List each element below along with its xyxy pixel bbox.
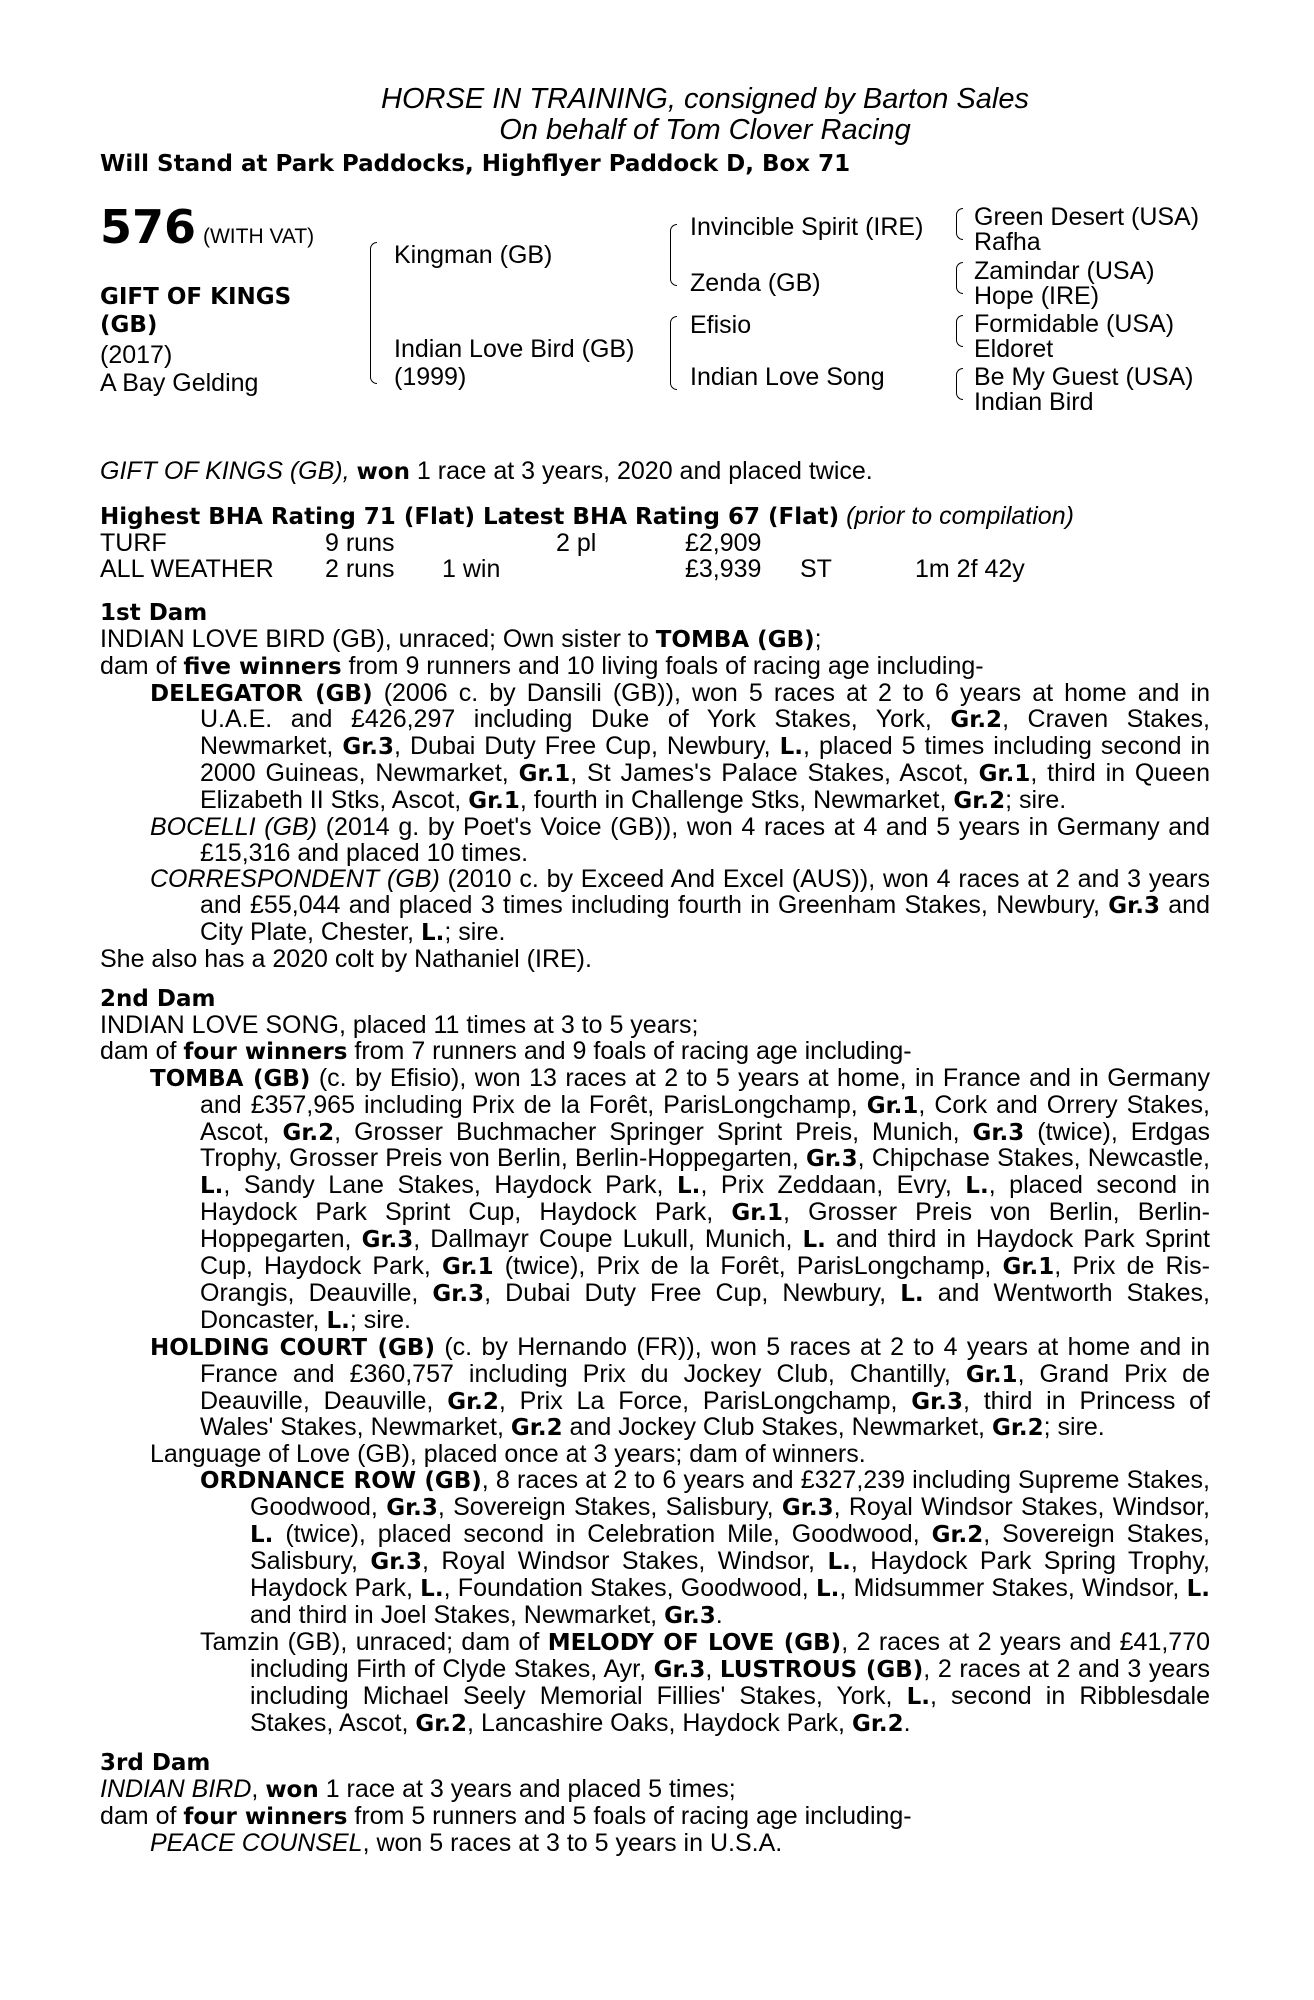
progeny-ordnance-row: ORDNANCE ROW (GB), 8 races at 2 to 6 years and £327,239 including Supreme Stakes, Goodwood, Gr.3, Sovereign Stakes, Salisbury, Gr.3, Royal Windsor Stakes, Windsor, L. (twice), placed second in Celebration Mile, Goodwood, Gr.2, Sovereign Stakes, Salisbury, Gr.3, Royal Windsor Stakes, Windsor, L., Haydock Park Spring Trophy, Haydock Park, L., Foundation Stakes, Goodwood, L., Midsummer Stakes, Windsor, L. and third in Joel Stakes, Newmarket, Gr.3.: [200, 1466, 1211, 1629]
gen3-5: Formidable (USA): [974, 310, 1175, 338]
dam-dam: Indian Love Song: [690, 363, 885, 391]
brace-sire: [670, 224, 677, 286]
dam-sire: Efisio: [690, 311, 752, 339]
form-stats: TURF 9 runs 2 pl £2,909 ALL WEATHER 2 runs 1 win £3,939 ST 1m 2f 42y: [100, 528, 1025, 583]
sire: Kingman (GB): [394, 241, 553, 269]
dam-year: (1999): [394, 363, 467, 391]
brace-ss: [956, 208, 963, 240]
dam2-title: 2nd Dam: [100, 985, 216, 1012]
progeny-tamzin: Tamzin (GB), unraced; dam of MELODY OF LOVE (GB), 2 races at 2 years and £41,770 including Firth of Clyde Stakes, Ayr, Gr.3, LUSTROUS (GB), 2 races at 2 and 3 years including Michael Seely Memorial Fillies' Stakes, York, L., second in Ribblesdale Stakes, Ascot, Gr.2, Lancashire Oaks, Haydock Park, Gr.2.: [200, 1627, 1211, 1737]
gen3-2: Rafha: [974, 228, 1041, 256]
progeny-holding-court: HOLDING COURT (GB) (c. by Hernando (FR)), won 5 races at 2 to 4 years at home and in France and £360,757 including Prix du Jockey Club, Chantilly, Gr.1, Grand Prix de Deauville, Deauville, Gr.2, Prix La Force, ParisLongchamp, Gr.3, third in Princess of Wales' Stakes, Newmarket, Gr.2 and Jockey Club Stakes, Newmarket, Gr.2; sire.: [150, 1332, 1211, 1442]
rating-line: Highest BHA Rating 71 (Flat) Latest BHA Rating 67 (Flat) (prior to compilation): [100, 501, 1074, 530]
lot-number: 576: [100, 200, 197, 254]
gen3-7: Be My Guest (USA): [974, 363, 1194, 391]
brace-gen1: [370, 242, 377, 384]
header-behalf: On behalf of Tom Clover Racing: [499, 114, 911, 146]
brace-dam: [670, 316, 677, 390]
gen3-3: Zamindar (USA): [974, 257, 1155, 285]
dam1-title: 1st Dam: [100, 599, 208, 626]
gen3-4: Hope (IRE): [974, 282, 1100, 310]
dam3-line2: dam of four winners from 5 runners and 5 foals of racing age including-: [100, 1802, 912, 1831]
gen3-6: Eldoret: [974, 335, 1054, 363]
dam1-line1: INDIAN LOVE BIRD (GB), unraced; Own sister to TOMBA (GB);: [100, 624, 822, 653]
horse-country: (GB): [100, 312, 158, 338]
progeny-correspondent: CORRESPONDENT (GB) (2010 c. by Exceed And Excel (AUS)), won 4 races at 2 and 3 years and £55,044 and placed 3 times including fourth in Greenham Stakes, Newbury, Gr.3 and City Plate, Chester, L.; sire.: [150, 865, 1210, 946]
header-stand: Will Stand at Park Paddocks, Highflyer Paddock D, Box 71: [100, 151, 851, 177]
dam2-line2: dam of four winners from 7 runners and 9 foals of racing age including-: [100, 1036, 912, 1065]
sire-dam: Zenda (GB): [690, 269, 821, 297]
dam1-also: She also has a 2020 colt by Nathaniel (IRE).: [100, 944, 592, 973]
race-summary: GIFT OF KINGS (GB), won 1 race at 3 years, 2020 and placed twice.: [100, 457, 873, 485]
horse-description: A Bay Gelding: [100, 369, 259, 397]
header-consignor: HORSE IN TRAINING, consigned by Barton Sales: [381, 83, 1029, 115]
horse-name: GIFT OF KINGS: [100, 284, 292, 310]
horse-year: (2017): [100, 341, 173, 369]
gen3-1: Green Desert (USA): [974, 203, 1200, 231]
brace-dd: [956, 368, 963, 400]
progeny-delegator: DELEGATOR (GB) (2006 c. by Dansili (GB)), won 5 races at 2 to 6 years at home and in U.A.E. and £426,297 including Duke of York Stakes, York, Gr.2, Craven Stakes, Newmarket, Gr.3, Dubai Duty Free Cup, Newbury, L., placed 5 times including second in 2000 Guineas, Newmarket, Gr.1, St James's Palace Stakes, Ascot, Gr.1, third in Queen Elizabeth II Stks, Ascot, Gr.1, fourth in Challenge Stks, Newmarket, Gr.2; sire.: [150, 678, 1210, 815]
dam2-line1: INDIAN LOVE SONG, placed 11 times at 3 to 5 years;: [100, 1010, 699, 1039]
dam3-line1: INDIAN BIRD, won 1 race at 3 years and placed 5 times;: [100, 1775, 736, 1804]
dam3-title: 3rd Dam: [100, 1750, 211, 1777]
gen3-8: Indian Bird: [974, 388, 1094, 416]
progeny-bocelli: BOCELLI (GB) (2014 g. by Poet's Voice (GB)), won 4 races at 4 and 5 years in Germany and £15,316 and placed 10 times.: [150, 813, 1210, 868]
dam1-line2: dam of five winners from 9 runners and 10 living foals of racing age including-: [100, 651, 984, 680]
progeny-tomba: TOMBA (GB) (c. by Efisio), won 13 races at 2 to 5 years at home, in France and in Germany and £357,965 including Prix de la Forêt, ParisLongchamp, Gr.1, Cork and Orrery Stakes, Ascot, Gr.2, Grosser Buchmacher Springer Sprint Preis, Munich, Gr.3 (twice), Erdgas Trophy, Grosser Preis von Berlin, Berlin-Hoppegarten, Gr.3, Chipchase Stakes, Newcastle, L., Sandy Lane Stakes, Haydock Park, L., Prix Zeddaan, Evry, L., placed second in Haydock Park Sprint Cup, Haydock Park, Gr.1, Grosser Preis von Berlin, Berlin-Hoppegarten, Gr.3, Dallmayr Coupe Lukull, Munich, L. and third in Haydock Park Sprint Cup, Haydock Park, Gr.1 (twice), Prix de la Forêt, ParisLongchamp, Gr.1, Prix de Ris-Orangis, Deauville, Gr.3, Dubai Duty Free Cup, Newbury, L. and Wentworth Stakes, Doncaster, L.; sire.: [150, 1063, 1210, 1334]
pedigree-block: [100, 200, 1210, 444]
dam: Indian Love Bird (GB): [394, 335, 635, 363]
lot-number-line: [100, 200, 315, 254]
sire-sire: Invincible Spirit (IRE): [690, 213, 924, 241]
progeny-peace-counsel: PEACE COUNSEL, won 5 races at 3 to 5 years in U.S.A.: [150, 1829, 783, 1858]
lot-vat: (WITH VAT): [202, 225, 315, 248]
catalogue-page: [100, 84, 1210, 1856]
progeny-language-of-love: Language of Love (GB), placed once at 3 years; dam of winners.: [150, 1440, 866, 1469]
brace-sd: [956, 262, 963, 294]
brace-ds: [956, 315, 963, 347]
